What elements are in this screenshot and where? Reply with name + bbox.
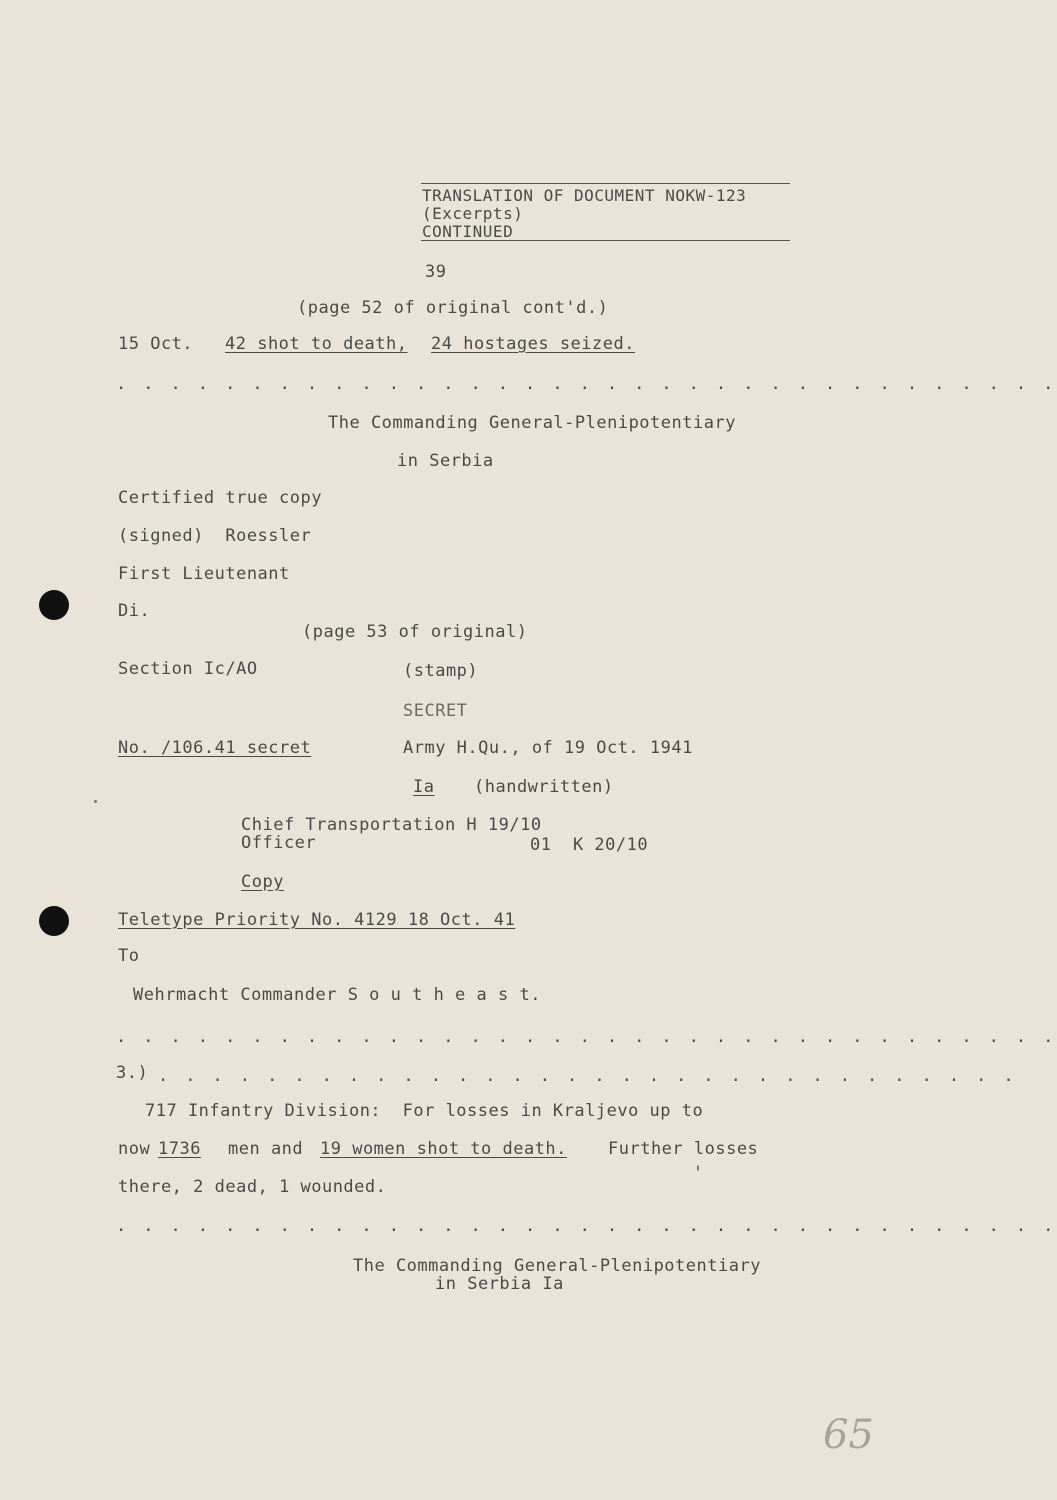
body-line-2-further: Further losses [608,1139,759,1159]
secret-stamp: SECRET [403,701,468,721]
header-excerpts: (Excerpts) [422,204,524,223]
entry-shot: 42 shot to death, [225,334,408,354]
paper-speck [94,800,97,803]
ellipsis-row-4: . . . . . . . . . . . . . . . . . . . . . . . . . . . . . . . . . . . [116,1216,1057,1236]
item-number: 3.) [116,1063,149,1083]
recipient-line: Wehrmacht Commander S o u t h e a s t. [133,985,541,1005]
header-rule-bottom [421,240,790,241]
copy-label: Copy [241,872,284,892]
punch-hole-top [39,590,69,620]
routing-line-2: Officer [241,833,317,853]
ellipsis-row-1: . . . . . . . . . . . . . . . . . . . . . . . . . . . . . . . . . . . [116,374,1057,394]
body-line-2-women: 19 women shot to death. [320,1139,567,1159]
army-hq-date: Army H.Qu., of 19 Oct. 1941 [403,738,693,758]
ellipsis-row-3: . . . . . . . . . . . . . . . . . . . . . . . . . . . . . . . . [158,1066,1017,1086]
teletype-line: Teletype Priority No. 4129 18 Oct. 41 [118,910,516,930]
section-label: Section Ic/AO [118,659,258,679]
signatory-title: The Commanding General-Plenipotentiary [328,413,736,433]
ia-mark: Ia [413,777,435,797]
closing-signatory: The Commanding General-Plenipotentiary [353,1256,761,1276]
entry-date: 15 Oct. [118,334,194,354]
ellipsis-row-2: . . . . . . . . . . . . . . . . . . . . . . . . . . . . . . . . . . . [116,1027,1057,1047]
header-title: TRANSLATION OF DOCUMENT NOKW-123 [422,186,747,205]
signatory-location: in Serbia [397,451,494,471]
header-continued: CONTINUED [422,222,514,241]
document-number: No. /106.41 secret [118,738,312,758]
page-ref-52: (page 52 of original cont'd.) [297,298,609,318]
to-label: To [118,946,140,966]
signed-by: (signed) Roessler [118,526,312,546]
body-line-2-count: 1736 [158,1139,201,1159]
routing-line-3: 01 K 20/10 [530,835,649,855]
routing-line-1: Chief Transportation H 19/10 [241,815,542,835]
signer-unit: Di. [118,601,151,621]
body-line-2-men: men and [228,1139,304,1159]
certified-copy: Certified true copy [118,488,322,508]
handwritten-note: (handwritten) [474,777,614,797]
page-number: 39 [425,262,447,282]
body-line-2-now: now [118,1139,151,1159]
punch-hole-bottom [39,906,69,936]
handwritten-page-number: 65 [823,1412,874,1458]
header-rule-top [421,183,790,184]
closing-location: in Serbia Ia [435,1274,564,1294]
entry-hostages: 24 hostages seized. [431,334,635,354]
signer-rank: First Lieutenant [118,564,290,584]
body-line-3: there, 2 dead, 1 wounded. [118,1177,387,1197]
page-ref-53: (page 53 of original) [302,622,528,642]
body-line-1: 717 Infantry Division: For losses in Kraljevo up to [145,1101,704,1121]
stamp-label: (stamp) [403,661,479,681]
paper-speck [697,1165,699,1171]
